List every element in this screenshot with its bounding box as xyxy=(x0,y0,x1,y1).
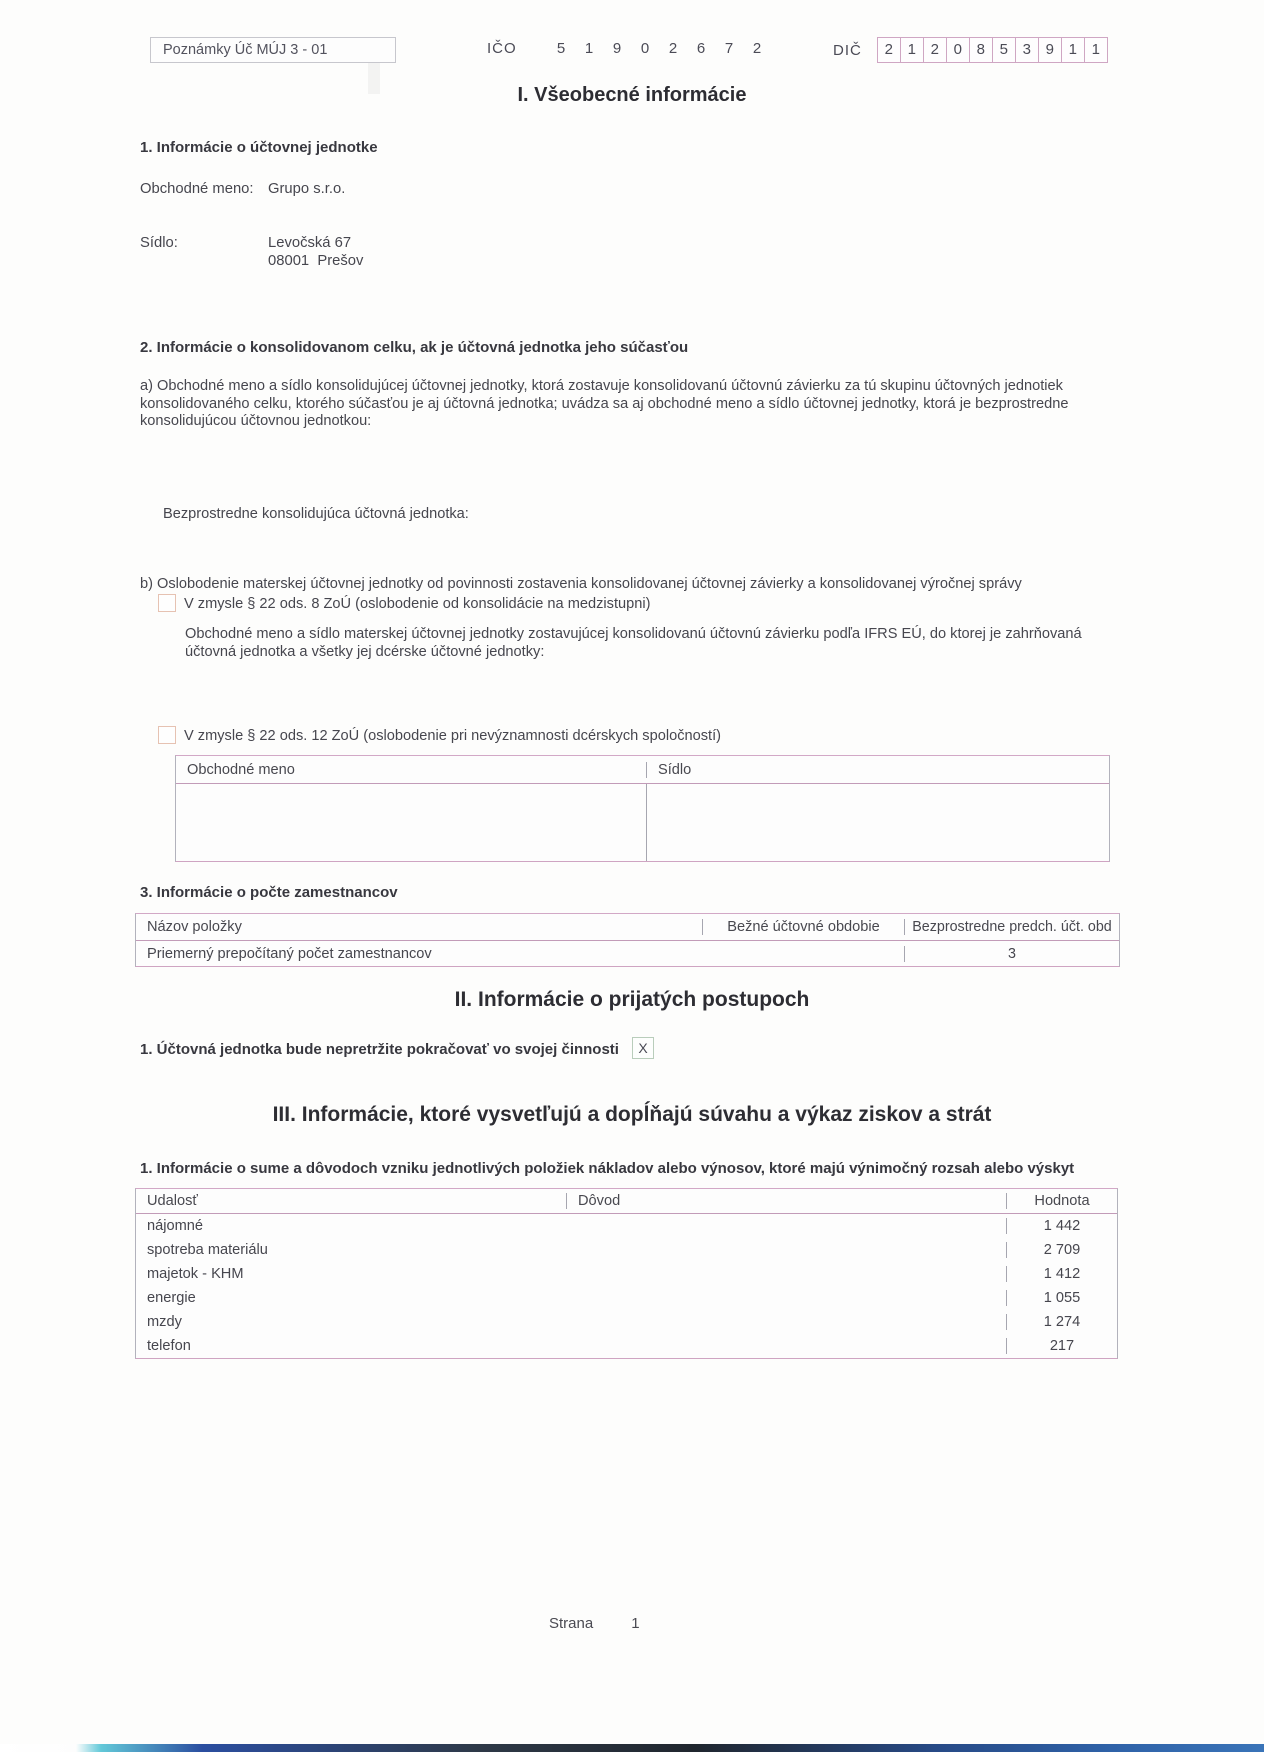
event-name: majetok - KHM xyxy=(147,1266,244,1282)
checkbox-ods8[interactable] xyxy=(158,594,176,612)
going-concern-statement: 1. Účtovná jednotka bude nepretržite pokračovať vo svojej činnosti xyxy=(140,1041,619,1058)
subsection-1-3-title: 3. Informácie o počte zamestnancov xyxy=(140,884,398,901)
page-number: 1 xyxy=(631,1615,640,1632)
table-row xyxy=(136,1262,1117,1286)
event-value: 2 709 xyxy=(1006,1242,1117,1258)
table-cell xyxy=(646,784,1109,861)
ifrs-paragraph: Obchodné meno a sídlo materskej účtovnej jednotky zostavujúcej konsolidovanú účtovnú závierku podľa IFRS EÚ, do ktorej je zahrňovaná účtovná jednotka a všetky jej dcérske účtovné jednotky: xyxy=(185,626,1082,660)
ico-digit: 7 xyxy=(724,40,734,57)
form-code-box: Poznámky Úč MÚJ 3 - 01 xyxy=(150,37,396,63)
section-1-heading: I. Všeobecné informácie xyxy=(517,84,747,106)
business-name-value: Grupo s.r.o. xyxy=(268,181,346,197)
paragraph-b: b) Oslobodenie materskej účtovnej jednotky od povinnosti zostavenia konsolidovanej účtovnej závierky a konsolidovanej výročnej správy xyxy=(140,576,1022,592)
ico-digit: 6 xyxy=(696,40,706,57)
ico-digit: 1 xyxy=(584,40,594,57)
employees-table xyxy=(135,913,1120,967)
dic-digit-box: 1 xyxy=(900,37,924,63)
table-row xyxy=(136,1214,1117,1238)
column-header-item-name: Názov položky xyxy=(147,919,242,935)
table-row xyxy=(136,1334,1117,1358)
dic-digit-box: 0 xyxy=(946,37,970,63)
business-name-label: Obchodné meno: xyxy=(140,181,254,197)
column-header-event: Udalosť xyxy=(147,1193,198,1209)
dic-digit-box: 1 xyxy=(1061,37,1085,63)
event-value: 1 055 xyxy=(1006,1290,1117,1306)
column-header-current-period: Bežné účtovné obdobie xyxy=(702,919,904,935)
page-label: Strana xyxy=(549,1615,594,1632)
ico-digit: 9 xyxy=(612,40,622,57)
dic-digit-box: 5 xyxy=(992,37,1016,63)
ico-digit: 2 xyxy=(668,40,678,57)
ico-label: IČO xyxy=(487,40,517,57)
seat-label: Sídlo: xyxy=(140,235,178,251)
event-name: telefon xyxy=(147,1338,191,1354)
event-name: spotreba materiálu xyxy=(147,1242,268,1258)
checkbox-ods12[interactable] xyxy=(158,726,176,744)
table-row xyxy=(136,1286,1117,1310)
checkbox-ods12-label: V zmysle § 22 ods. 12 ZoÚ (oslobodenie pri nevýznamnosti dcérskych spoločností) xyxy=(184,728,721,744)
table-row xyxy=(136,941,1119,966)
seat-city: 08001 Prešov xyxy=(268,253,364,269)
dic-digit-box: 8 xyxy=(969,37,993,63)
going-concern-checkbox[interactable]: X xyxy=(632,1037,654,1059)
checkbox-ods8-label: V zmysle § 22 ods. 8 ZoÚ (oslobodenie od konsolidácie na medzistupni) xyxy=(184,596,651,612)
column-header-business-name: Obchodné meno xyxy=(187,761,295,778)
table-cell xyxy=(176,784,646,861)
column-header-seat: Sídlo xyxy=(646,762,1109,778)
dic-digit-box: 2 xyxy=(877,37,901,63)
dic-digit-box: 1 xyxy=(1084,37,1108,63)
dic-digit-box: 2 xyxy=(923,37,947,63)
event-name: mzdy xyxy=(147,1314,182,1330)
page-footer xyxy=(549,1615,640,1632)
immediate-consolidating-label: Bezprostredne konsolidujúca účtovná jednotka: xyxy=(163,506,469,522)
event-value: 217 xyxy=(1006,1338,1117,1354)
table-header-row xyxy=(136,914,1119,941)
exceptional-items-table xyxy=(135,1188,1118,1359)
ico-digit: 5 xyxy=(556,40,566,57)
employee-count-previous: 3 xyxy=(904,946,1119,962)
event-value: 1 442 xyxy=(1006,1218,1117,1234)
table-row xyxy=(136,1238,1117,1262)
ico-field xyxy=(487,40,771,57)
subsection-1-2-title: 2. Informácie o konsolidovanom celku, ak je účtovná jednotka jeho súčasťou xyxy=(140,339,689,356)
ico-digit: 2 xyxy=(752,40,762,57)
column-header-previous-period: Bezprostredne predch. účt. obd xyxy=(904,919,1119,935)
dic-field xyxy=(833,37,1108,63)
subsidiaries-table xyxy=(175,755,1110,862)
seat-street: Levočská 67 xyxy=(268,235,352,251)
subsection-1-1-title: 1. Informácie o účtovnej jednotke xyxy=(140,139,378,156)
event-value: 1 412 xyxy=(1006,1266,1117,1282)
dic-digit-box: 3 xyxy=(1015,37,1039,63)
column-header-value: Hodnota xyxy=(1006,1193,1117,1209)
event-name: nájomné xyxy=(147,1218,203,1234)
column-header-reason: Dôvod xyxy=(566,1193,1006,1209)
table-header-row xyxy=(136,1189,1117,1214)
section-2-heading: II. Informácie o prijatých postupoch xyxy=(454,988,810,1011)
section-3-heading: III. Informácie, ktoré vysvetľujú a dopĺňajú súvahu a výkaz ziskov a strát xyxy=(272,1103,992,1126)
table-row xyxy=(176,784,1109,861)
dic-digit-box: 9 xyxy=(1038,37,1062,63)
event-value: 1 274 xyxy=(1006,1314,1117,1330)
paragraph-a: a) Obchodné meno a sídlo konsolidujúcej účtovnej jednotky, ktorá zostavuje konsolidovanú účtovnú závierku za tú skupinu účtovných jednotiek konsolidovaného celku, ktorého súčasťou je aj účtovná jednotka; uvádza sa aj obchodné meno a sídlo účtovnej jednotky, ktorá je bezprostredne konsolidujúcou účtovnou jednotkou: xyxy=(140,378,1069,430)
dic-label: DIČ xyxy=(833,41,862,59)
exceptional-items-statement: 1. Informácie o sume a dôvodoch vzniku jednotlivých položiek nákladov alebo výnosov, ktoré majú výnimočný rozsah alebo výskyt xyxy=(140,1160,1075,1177)
event-name: energie xyxy=(147,1290,196,1306)
table-header-row xyxy=(176,756,1109,784)
ico-digit: 0 xyxy=(640,40,650,57)
table-row xyxy=(136,1310,1117,1334)
employee-count-label: Priemerný prepočítaný počet zamestnancov xyxy=(147,945,432,962)
scan-edge-bar xyxy=(0,1744,1264,1752)
